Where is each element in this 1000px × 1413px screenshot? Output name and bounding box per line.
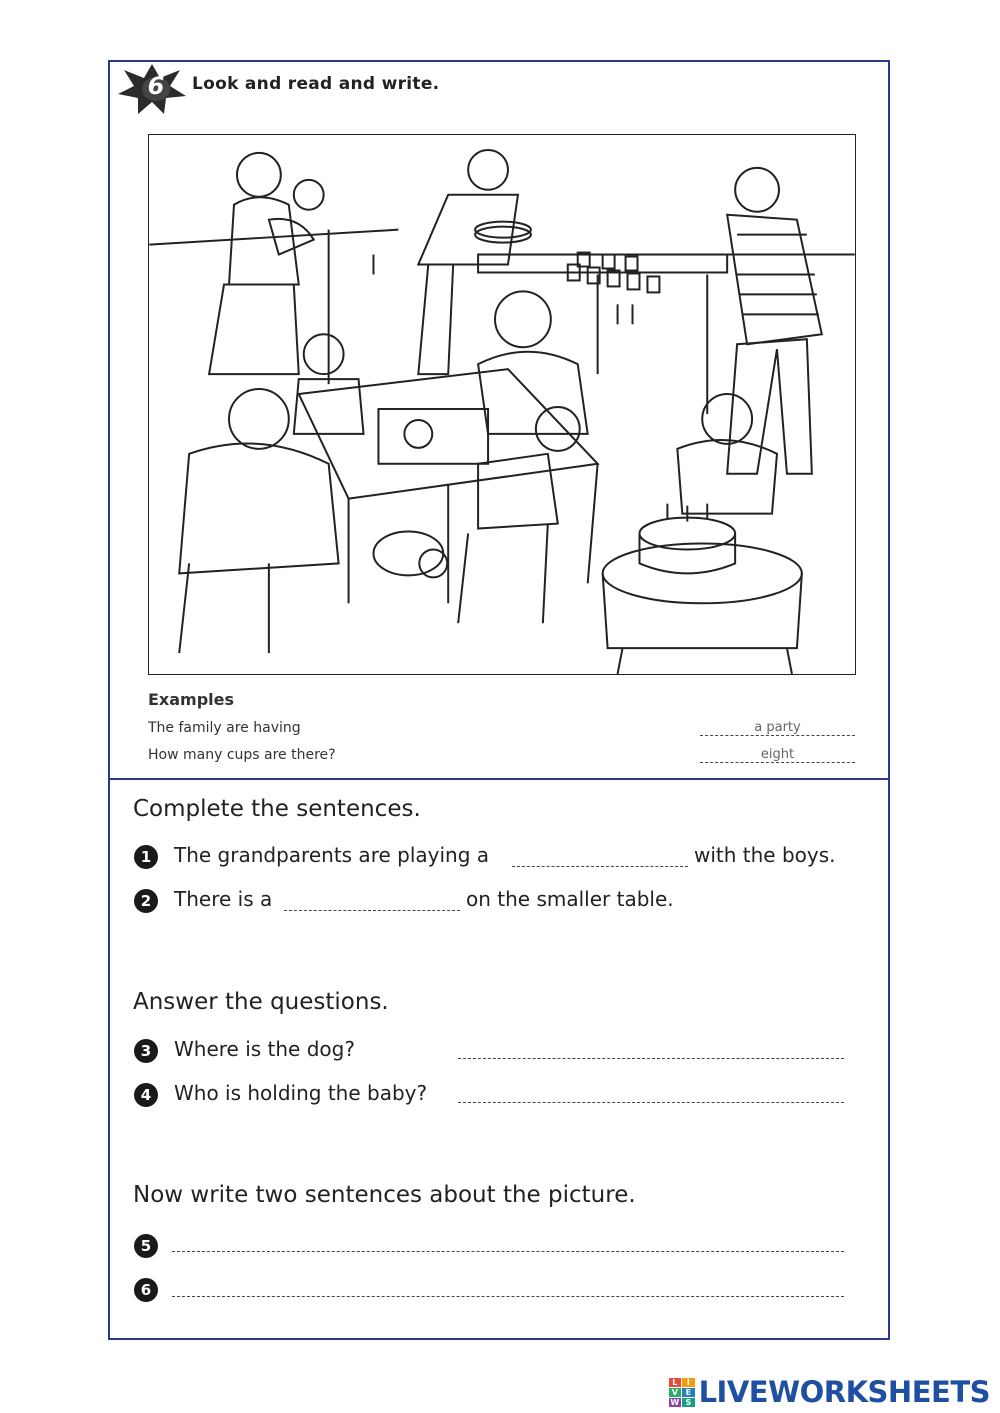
sentence-start: The grandparents are playing a — [174, 843, 490, 867]
brand-name: LIVEWORKSHEETS — [698, 1375, 990, 1409]
example-prompt: The family are having — [148, 720, 301, 736]
sentence-end: on the smaller table. — [466, 887, 674, 911]
item-number: 4 — [134, 1083, 158, 1107]
answer-blank-3[interactable] — [458, 1058, 844, 1059]
item-number: 2 — [134, 889, 158, 913]
answer-blank-6[interactable] — [172, 1296, 844, 1297]
exercise-number: 6 — [147, 72, 165, 100]
party-illustration — [148, 134, 856, 675]
answer-blank-1[interactable] — [512, 866, 688, 867]
item-number: 1 — [134, 845, 158, 869]
section-title-write: Now write two sentences about the picture. — [133, 1182, 636, 1208]
item-number: 5 — [134, 1234, 158, 1258]
examples-title: Examples — [148, 690, 235, 709]
example-answer: a party — [700, 721, 855, 736]
answer-blank-2[interactable] — [284, 910, 460, 911]
item-number: 6 — [134, 1278, 158, 1302]
liveworksheets-logo[interactable] — [669, 1376, 990, 1408]
sentence-end: with the boys. — [694, 843, 836, 867]
item-number: 3 — [134, 1039, 158, 1063]
section-title-answer: Answer the questions. — [133, 989, 389, 1015]
example-prompt: How many cups are there? — [148, 747, 336, 763]
sentence-start: There is a — [174, 887, 273, 911]
answer-blank-5[interactable] — [172, 1251, 844, 1252]
section-title-complete: Complete the sentences. — [133, 796, 421, 822]
example-answer: eight — [700, 748, 855, 763]
family-party-picture — [149, 135, 855, 674]
logo-mark-icon: L I V E W S — [669, 1378, 695, 1406]
answer-blank-4[interactable] — [458, 1102, 844, 1103]
question-text: Who is holding the baby? — [174, 1081, 428, 1105]
instruction-heading: Look and read and write. — [192, 74, 440, 94]
question-text: Where is the dog? — [174, 1037, 355, 1061]
